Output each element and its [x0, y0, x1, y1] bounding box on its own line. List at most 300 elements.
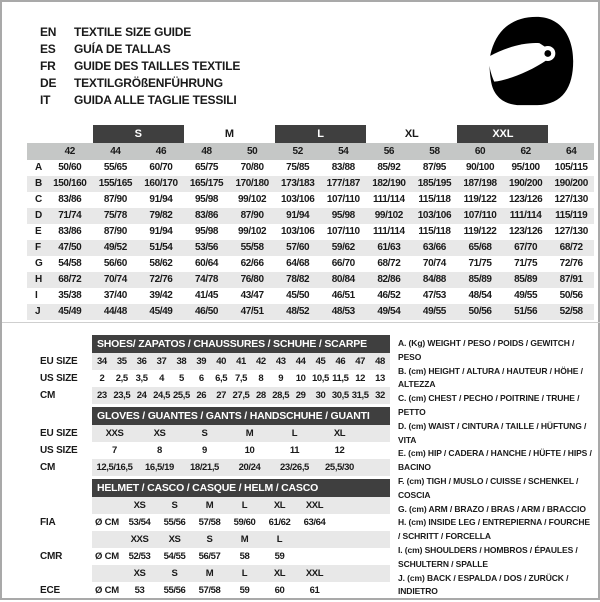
row-label: G — [35, 258, 43, 269]
size-value: 41 — [236, 356, 246, 367]
measure-value: 85/89 — [514, 274, 538, 285]
measure-value: 67/70 — [514, 242, 538, 253]
measure-value: 95/98 — [331, 210, 355, 221]
size-header: 42 — [64, 146, 75, 157]
size-band-xl: XL — [404, 128, 419, 140]
row-label-spacer — [27, 565, 92, 582]
size-value: 24 — [136, 390, 147, 401]
size-header: 62 — [520, 146, 531, 157]
size-value: 9 — [202, 445, 207, 456]
measure-value: 75/85 — [286, 162, 310, 173]
size-header: 56 — [383, 146, 395, 157]
measure-value: 119/122 — [463, 226, 497, 237]
size-value: 24,5 — [153, 390, 170, 401]
language-code: ES — [40, 42, 56, 56]
measure-value: 60/64 — [195, 258, 219, 269]
measure-value: 62/66 — [240, 258, 264, 269]
size-value: 7,5 — [234, 373, 247, 384]
measure-value: 72/76 — [559, 258, 583, 269]
legend-item: B. (cm) HEIGHT / ALTURA / HAUTEUR / HÖHE / ALTEZZA — [398, 365, 583, 390]
helmet-size-header: XL — [273, 500, 286, 511]
helmet-size-header: S — [171, 568, 178, 579]
legend-item: J. (cm) BACK / ESPALDA / DOS / ZURÜCK / INDIETRO — [398, 572, 569, 597]
size-value: 4 — [159, 373, 164, 384]
legend-item: C. (cm) CHEST / PECHO / POITRINE / TRUHE / PETTO — [398, 393, 580, 417]
measure-value: 95/98 — [195, 226, 219, 237]
helmet-value-row — [27, 582, 390, 599]
measure-value: 115/119 — [555, 210, 588, 221]
measure-value: 45/50 — [286, 290, 310, 301]
size-value: 27 — [216, 390, 227, 401]
row-label: E — [35, 226, 42, 237]
size-value: 11 — [289, 445, 300, 456]
measure-value: 107/110 — [326, 194, 360, 205]
textile-measure-rows — [27, 160, 594, 320]
measure-value: 91/94 — [149, 194, 173, 205]
row-cells — [92, 565, 390, 582]
size-value: 23 — [97, 390, 107, 401]
diameter-unit: Ø CM — [95, 517, 120, 528]
measure-value: 72/76 — [149, 274, 173, 285]
row-cells — [92, 497, 390, 514]
row-cells — [92, 387, 390, 404]
measure-value: 87/90 — [103, 226, 127, 237]
size-value: 20/24 — [238, 462, 261, 473]
size-value: 32 — [375, 390, 385, 401]
table-row — [27, 176, 594, 192]
measure-value: 43/47 — [240, 290, 264, 301]
language-title: GUIDE DES TAILLES TEXTILE — [74, 59, 241, 73]
size-value: 5 — [178, 373, 184, 384]
measure-value: 82/86 — [377, 274, 401, 285]
measure-value: 53/56 — [195, 242, 219, 253]
size-value: 10 — [295, 373, 306, 384]
row-label: CM — [40, 462, 56, 473]
size-value: 30,5 — [331, 390, 349, 401]
measure-value: 47/50 — [58, 242, 82, 253]
measure-value: 71/75 — [514, 258, 538, 269]
measure-value: 87/90 — [103, 194, 127, 205]
size-header: 58 — [429, 146, 440, 157]
size-value: XXS — [105, 428, 124, 439]
helmet-size-header: L — [276, 534, 283, 545]
legend-item: G. (cm) ARM / BRAZO / BRAS / ARM / BRACCIO — [398, 503, 586, 514]
row-label-spacer — [27, 531, 92, 548]
size-header: 54 — [338, 146, 349, 157]
helmet-table — [27, 479, 390, 599]
measure-value: 63/66 — [422, 242, 446, 253]
helmet-size-value: 63/64 — [303, 517, 326, 528]
helmet-size-header: XXS — [130, 534, 149, 545]
row-cells — [92, 582, 390, 599]
measure-value: 107/110 — [326, 226, 360, 237]
table-row — [27, 353, 390, 370]
helmet-size-header: XXL — [305, 500, 324, 511]
standard-label: FIA — [40, 517, 56, 528]
measure-value: 87/95 — [422, 162, 446, 173]
size-value: 11,5 — [332, 373, 349, 384]
size-value: 39 — [196, 356, 207, 367]
helmet-size-row — [27, 565, 390, 582]
measure-value: 74/78 — [195, 274, 219, 285]
standard-label: CMR — [40, 551, 63, 562]
size-value: 2,5 — [115, 373, 128, 384]
unit-spacer — [92, 565, 122, 582]
table-row — [27, 387, 390, 404]
row-label: US SIZE — [40, 373, 78, 384]
size-value: 34 — [97, 356, 107, 367]
size-value: 29 — [295, 390, 306, 401]
measure-value: 155/165 — [98, 178, 133, 189]
measure-value: 68/72 — [559, 242, 583, 253]
table-row — [27, 272, 594, 288]
measure-value: 150/160 — [53, 178, 87, 189]
table-row — [27, 304, 594, 320]
size-band-row — [27, 125, 594, 143]
size-value: 48 — [375, 356, 385, 367]
measure-value: 46/52 — [377, 290, 401, 301]
language-title: GUIDA ALLE TAGLIE TESSILI — [74, 93, 237, 107]
row-label: US SIZE — [40, 445, 78, 456]
row-cells — [92, 459, 390, 476]
measure-value: 59/62 — [331, 242, 355, 253]
measure-value: 45/49 — [149, 306, 173, 317]
measure-value: 50/56 — [468, 306, 492, 317]
measure-value: 90/100 — [465, 162, 495, 173]
measure-value: 65/68 — [468, 242, 492, 253]
helmet-size-header — [297, 531, 332, 548]
table-row — [27, 240, 594, 256]
measure-value: 103/106 — [281, 226, 315, 237]
measure-value: 111/114 — [373, 226, 405, 237]
table-row — [27, 160, 594, 176]
measure-value: 87/90 — [240, 210, 264, 221]
measurement-legend — [398, 335, 594, 602]
language-code: DE — [40, 76, 57, 90]
measure-value: 103/106 — [417, 210, 452, 221]
row-label-spacer — [27, 143, 47, 160]
size-band-m: M — [224, 128, 234, 140]
measure-value: 99/102 — [238, 194, 267, 205]
helmet-size-row — [27, 531, 390, 548]
helmet-size-header: M — [240, 534, 249, 545]
size-header: 50 — [246, 146, 258, 157]
size-value: 38 — [176, 356, 187, 367]
helmet-size-value: 59/60 — [233, 517, 256, 528]
size-band-s: S — [93, 125, 184, 143]
measure-value: 65/75 — [195, 162, 219, 173]
helmet-value-row — [27, 548, 390, 565]
measure-value: 51/56 — [514, 306, 538, 317]
helmet-size-value: 52/53 — [128, 551, 151, 562]
helmet-size-header: L — [241, 568, 248, 579]
measure-value: 111/114 — [509, 210, 542, 221]
measure-value: 84/88 — [422, 274, 446, 285]
section-divider — [2, 322, 600, 323]
helmet-size-value: 57/58 — [198, 585, 221, 596]
row-cells — [92, 548, 390, 565]
row-label-spacer — [27, 497, 92, 514]
size-value: 23,5 — [113, 390, 131, 401]
measure-value: 127/130 — [554, 194, 588, 205]
helmet-size-value: 57/58 — [198, 517, 221, 528]
measure-value: 66/70 — [331, 258, 355, 269]
table-row — [27, 442, 390, 459]
size-value: 8 — [157, 445, 162, 456]
size-value: 28 — [255, 390, 266, 401]
measure-value: 41/45 — [195, 290, 219, 301]
row-cells — [92, 370, 390, 387]
helmet-size-value: 58 — [239, 551, 250, 562]
measure-value: 52/58 — [559, 306, 583, 317]
helmet-size-header: L — [241, 500, 248, 511]
measure-value: 48/54 — [468, 290, 492, 301]
measure-value: 115/118 — [418, 226, 451, 237]
gloves-table-title: GLOVES / GUANTES / GANTS / HANDSCHUHE / GUANTI — [92, 407, 390, 425]
legend-item: F. (cm) TIGH / MUSLO / CUISSE / SCHENKEL / COSCIA — [398, 475, 579, 500]
measure-value: 46/51 — [331, 290, 355, 301]
measure-value: 165/175 — [189, 178, 224, 189]
size-value: 7 — [112, 445, 117, 456]
row-label: A — [35, 162, 43, 173]
measure-value: 83/86 — [195, 210, 219, 221]
measure-value: 103/106 — [281, 194, 315, 205]
measure-value: 119/122 — [463, 194, 497, 205]
measure-value: 78/82 — [286, 274, 310, 285]
lower-section — [2, 335, 598, 602]
measure-value: 58/62 — [149, 258, 173, 269]
measure-value: 115/118 — [418, 194, 451, 205]
helmet-size-value: 54/55 — [163, 551, 186, 562]
standard-label: ECE — [40, 585, 60, 596]
measure-value: 182/190 — [372, 178, 406, 189]
measure-value: 47/53 — [422, 290, 446, 301]
helmet-size-header: XS — [168, 534, 181, 545]
table-row — [27, 370, 390, 387]
row-label: EU SIZE — [40, 356, 78, 367]
size-value: 16,5/19 — [145, 462, 174, 473]
helmet-size-header: XL — [273, 568, 286, 579]
legend-item: D. (cm) WAIST / CINTURA / TAILLE / HÜFTUNG / VITA — [398, 420, 587, 445]
helmet-size-header: XS — [133, 500, 146, 511]
size-value: 8 — [258, 373, 264, 384]
language-title: GUÍA DE TALLAS — [74, 42, 171, 56]
helmet-size-value: 61 — [309, 585, 320, 596]
measure-value: 49/55 — [422, 306, 446, 317]
measure-value: 56/60 — [103, 258, 127, 269]
measure-value: 80/84 — [331, 274, 355, 285]
legend-item: A. (Kg) WEIGHT / PESO / POIDS / GEWITCH / PESO — [398, 338, 575, 362]
measure-value: 107/110 — [463, 210, 497, 221]
helmet-size-value: 55/56 — [163, 585, 186, 596]
legend-item: E. (cm) HIP / CADERA / HANCHE / HÜFTE / HIPS / BACINO — [398, 448, 592, 473]
unit-spacer — [92, 531, 122, 548]
size-value: 10 — [244, 445, 255, 456]
measure-value: 70/74 — [422, 258, 446, 269]
size-value: 35 — [116, 356, 127, 367]
spacer — [27, 407, 92, 425]
size-value: 10,5 — [312, 373, 329, 384]
size-header: 60 — [474, 146, 486, 157]
size-value: 43 — [275, 356, 286, 367]
shoes-rows — [27, 353, 390, 404]
table-row — [27, 192, 594, 208]
row-label: B — [35, 178, 43, 189]
language-code: EN — [40, 25, 57, 39]
size-value: 25,5 — [172, 390, 190, 401]
size-value: 28,5 — [272, 390, 290, 401]
size-value: 47 — [355, 356, 366, 367]
spacer — [27, 479, 92, 497]
table-row — [27, 425, 390, 442]
measure-value: 105/115 — [554, 162, 588, 173]
size-value: 44 — [295, 356, 306, 367]
helmet-size-value: 60 — [274, 585, 285, 596]
row-cells — [92, 425, 390, 442]
measure-value: 79/82 — [149, 210, 173, 221]
header — [2, 2, 598, 125]
helmet-size-value — [297, 548, 332, 565]
measure-value: 111/114 — [373, 194, 405, 205]
helmet-value-row — [27, 514, 390, 531]
spacer — [27, 335, 92, 353]
size-value: 46 — [335, 356, 346, 367]
size-value: 31,5 — [351, 390, 369, 401]
measure-value: 70/80 — [240, 162, 264, 173]
row-label: F — [35, 242, 42, 253]
helmet-size-header: S — [206, 534, 213, 545]
measure-value: 49/52 — [103, 242, 127, 253]
helmet-size-value: 55/56 — [163, 517, 186, 528]
diameter-unit: Ø CM — [95, 551, 120, 562]
table-row — [27, 256, 594, 272]
measure-value: 49/55 — [514, 290, 538, 301]
table-row — [27, 459, 390, 476]
measure-value: 83/86 — [58, 194, 82, 205]
shoes-table-title: SHOES/ ZAPATOS / CHAUSSURES / SCHUHE / SCARPE — [92, 335, 390, 353]
measure-value: 91/94 — [286, 210, 310, 221]
measure-value: 48/52 — [286, 306, 310, 317]
helmet-rows — [27, 497, 390, 599]
row-label: CM — [40, 390, 56, 401]
size-value: 37 — [156, 356, 167, 367]
size-value: 45 — [315, 356, 326, 367]
gloves-table — [27, 407, 390, 476]
size-value: 2 — [99, 373, 105, 384]
helmet-table-title: HELMET / CASCO / CASQUE / HELM / CASCO — [92, 479, 390, 497]
helmet-size-value: 61/62 — [268, 517, 291, 528]
textile-size-table — [27, 125, 594, 320]
measure-value: 76/80 — [240, 274, 264, 285]
size-value: 26 — [196, 390, 207, 401]
size-value: L — [291, 428, 298, 439]
measure-value: 49/54 — [377, 306, 401, 317]
size-value: 3,5 — [135, 373, 148, 384]
measure-value: 173/183 — [281, 178, 315, 189]
language-code: FR — [40, 59, 56, 73]
helmet-size-header: XXL — [305, 568, 324, 579]
helmet-size-value: 59 — [239, 585, 250, 596]
size-header: 64 — [566, 146, 577, 157]
size-value: 30 — [315, 390, 326, 401]
measure-value: 187/198 — [463, 178, 497, 189]
size-value: 6,5 — [215, 373, 228, 384]
unit-spacer — [92, 497, 122, 514]
legend-item: H. (cm) INSIDE LEG / ENTREPIERNA / FOURCHE / SCHRITT / FORCELLA — [398, 517, 590, 542]
size-value: 27,5 — [232, 390, 250, 401]
size-value: M — [245, 428, 254, 439]
helmet-icon — [482, 14, 576, 108]
measure-value: 83/86 — [58, 226, 82, 237]
row-label: D — [35, 210, 43, 221]
helmet-size-row — [27, 497, 390, 514]
measure-value: 68/72 — [377, 258, 401, 269]
language-code: IT — [40, 93, 51, 107]
measure-value: 123/126 — [508, 194, 543, 205]
measure-value: 68/72 — [58, 274, 82, 285]
size-value: 42 — [255, 356, 266, 367]
size-value: 13 — [375, 373, 385, 384]
measure-value: 39/42 — [149, 290, 173, 301]
table-row — [27, 224, 594, 240]
size-value: XL — [333, 428, 346, 439]
measure-value: 123/126 — [508, 226, 543, 237]
size-value: S — [201, 428, 208, 439]
measure-value: 71/75 — [468, 258, 492, 269]
size-value: 23/26,5 — [280, 462, 309, 473]
measure-value: 48/53 — [331, 306, 355, 317]
helmet-size-value: 56/57 — [198, 551, 221, 562]
row-label: C — [35, 194, 43, 205]
size-value: 18/21,5 — [190, 462, 219, 473]
measure-value: 60/70 — [149, 162, 173, 173]
gloves-rows — [27, 425, 390, 476]
size-band-xxl: XXL — [457, 125, 548, 143]
helmet-size-header: M — [205, 568, 214, 579]
size-value: 36 — [136, 356, 147, 367]
measure-value: 160/170 — [144, 178, 178, 189]
measure-value: 55/58 — [240, 242, 264, 253]
measure-value: 50/56 — [559, 290, 583, 301]
measure-value: 177/187 — [326, 178, 360, 189]
measure-value: 54/58 — [58, 258, 82, 269]
row-cells — [92, 531, 390, 548]
size-header: 44 — [110, 146, 121, 157]
size-value: 40 — [216, 356, 227, 367]
measure-value: 71/74 — [58, 210, 82, 221]
size-band-l: L — [275, 125, 366, 143]
measure-value: 190/200 — [554, 178, 588, 189]
size-value: 12 — [334, 445, 345, 456]
row-label: I — [35, 290, 38, 301]
helmet-size-value: 53/54 — [128, 517, 151, 528]
measure-value: 70/74 — [103, 274, 127, 285]
size-value: 6 — [198, 373, 204, 384]
measure-value: 61/63 — [377, 242, 401, 253]
row-label: J — [35, 306, 41, 317]
size-value: 25,5/30 — [325, 462, 354, 473]
row-label: H — [35, 274, 43, 285]
table-row — [27, 208, 594, 224]
helmet-size-value: 53 — [134, 585, 145, 596]
measure-value: 185/195 — [417, 178, 452, 189]
size-value: XS — [153, 428, 166, 439]
legend-item: I. (cm) SHOULDERS / HOMBROS / ÉPAULES / SCHULTERN / SPALLE — [398, 544, 578, 569]
helmet-size-value: 59 — [274, 551, 285, 562]
measure-value: 190/200 — [508, 178, 543, 189]
measure-value: 87/91 — [559, 274, 583, 285]
accessory-tables — [27, 335, 390, 602]
